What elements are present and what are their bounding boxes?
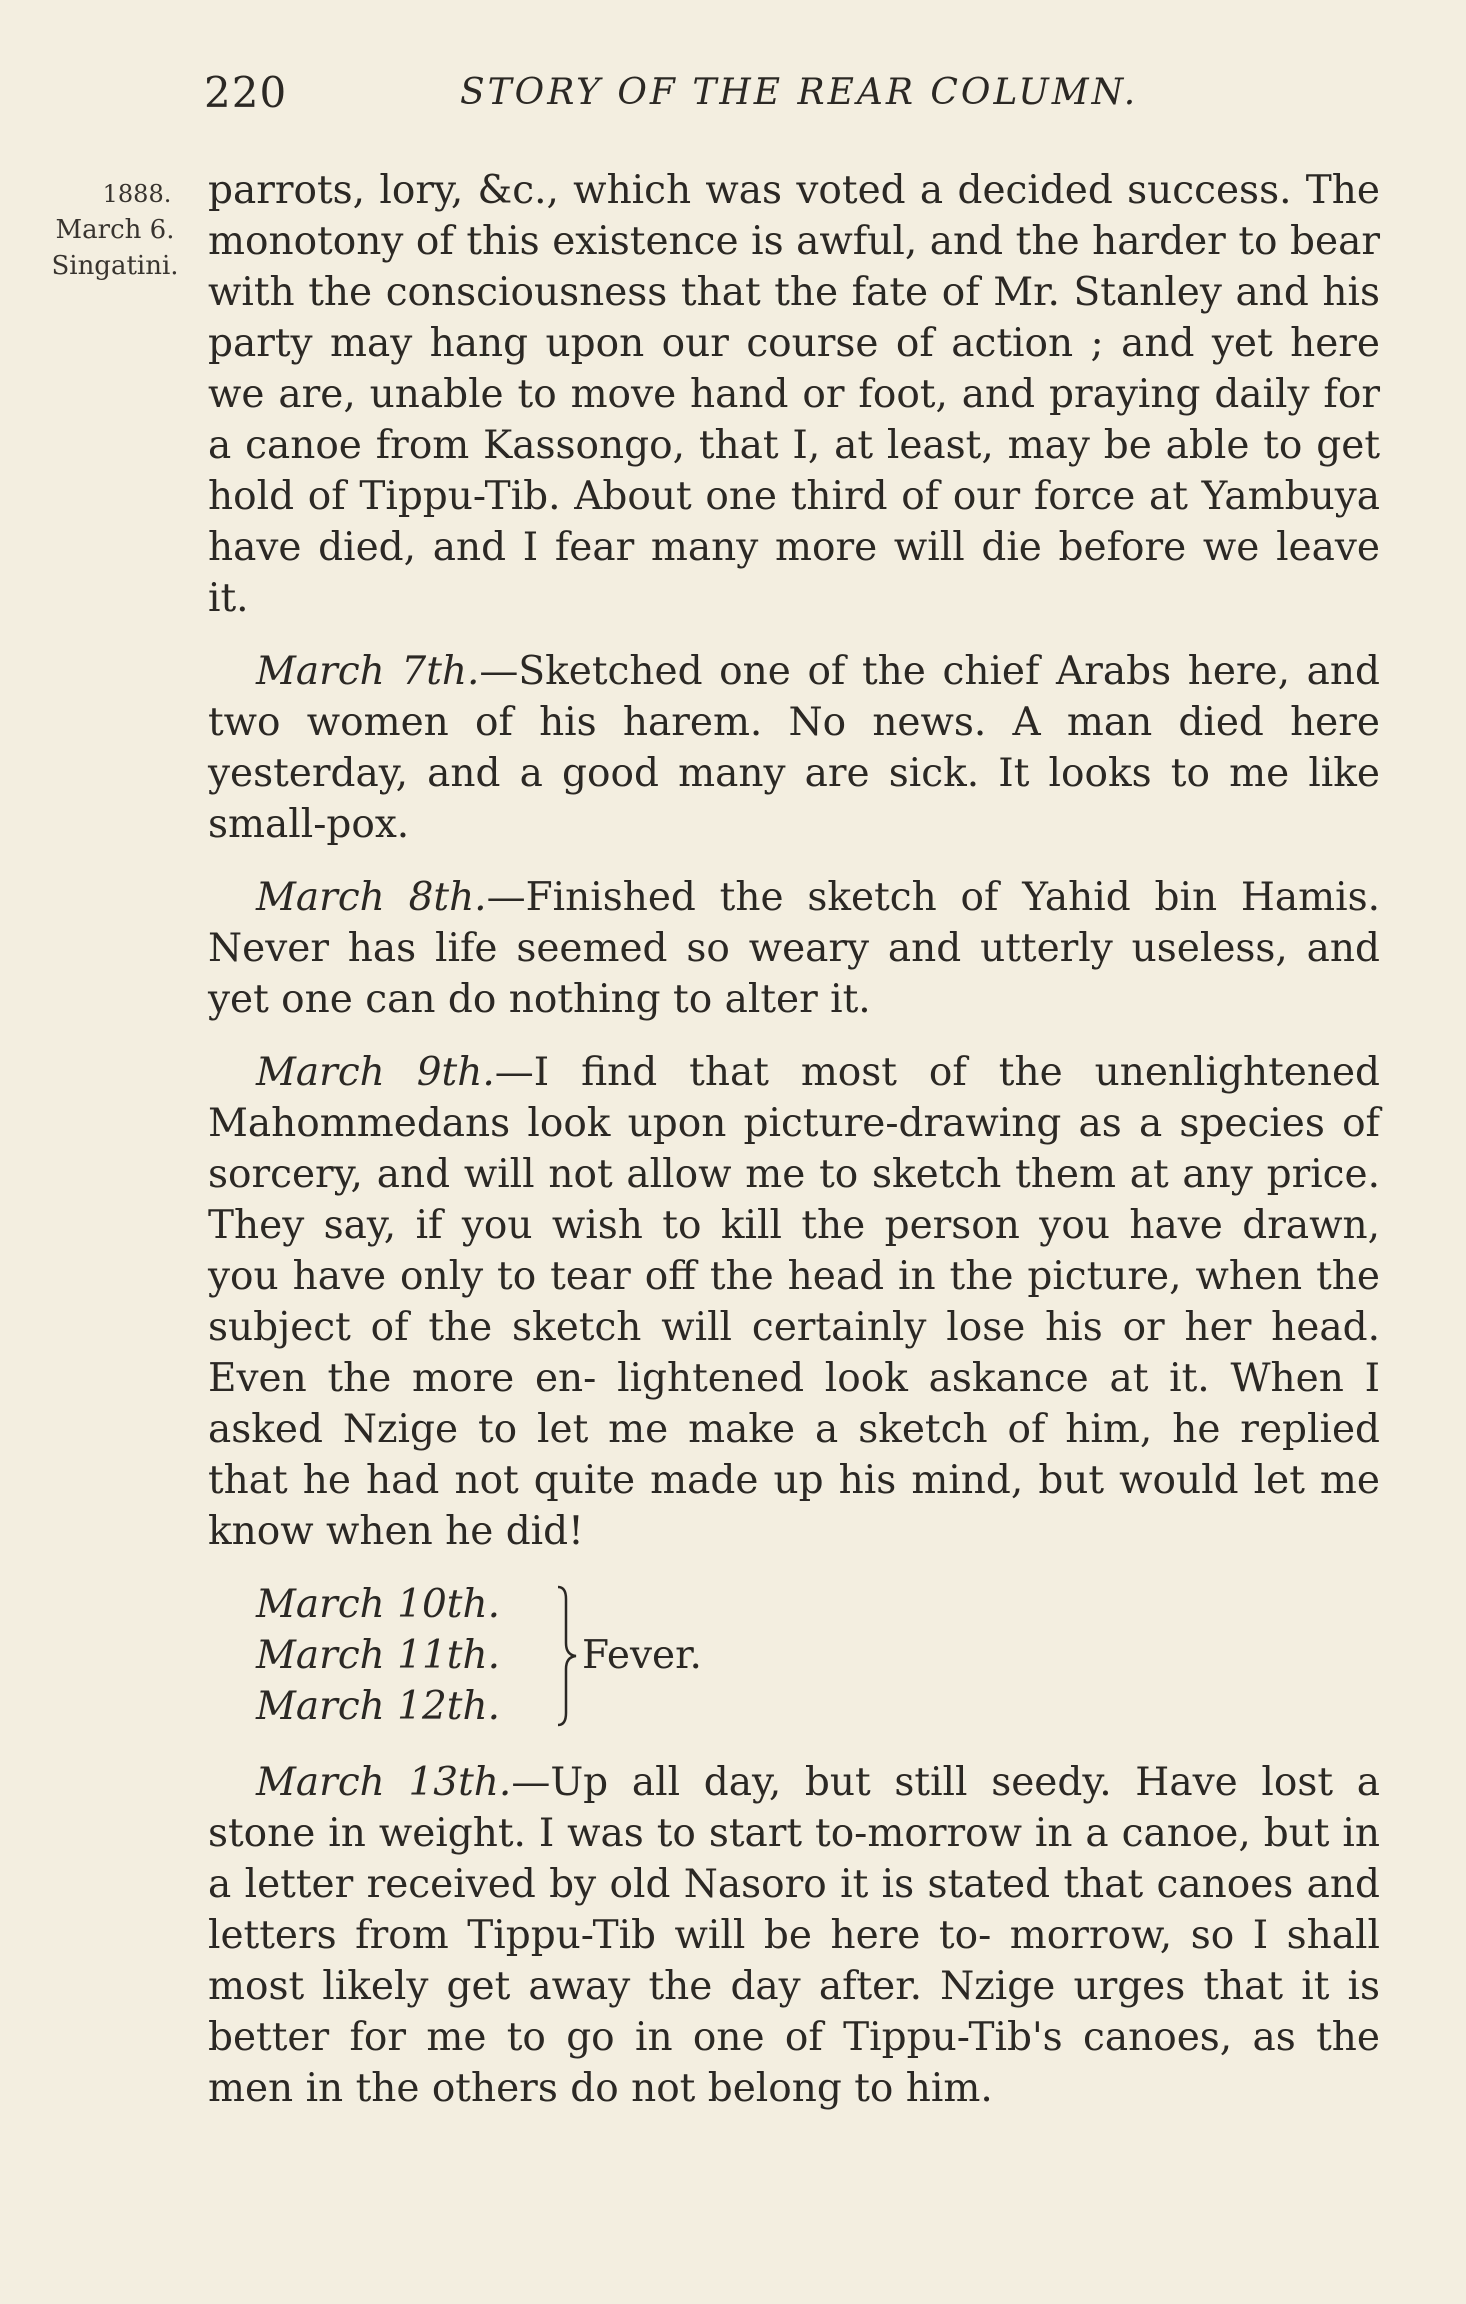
fever-date: March 11th.: [256, 1633, 500, 1678]
margin-note-place: Singatini.: [51, 251, 179, 281]
margin-note: [40, 176, 190, 284]
right-brace-icon: [556, 1585, 578, 1727]
entry-march-9: [208, 1047, 1380, 1557]
margin-note-date: March 6.: [55, 215, 175, 245]
running-head-title: STORY OF THE REAR COLUMN.: [460, 72, 1139, 113]
body-text: [208, 165, 1380, 2136]
running-head: [204, 68, 1380, 128]
entry-march-8: [208, 872, 1380, 1025]
page-number: 220: [204, 68, 288, 117]
entry-text: —I find that most of the unenlightened Mahommedans look upon picture-drawing as a species of sorcery, and will not allow me to sketch them at any price. They say, if you wish to kill the person you have drawn, you have only to tear off the head in the picture, when the subject of the sketch will certainly lose his or her head. Even the more en- lightened look askance at it. When I asked Nzige to let me make a sketch of him, he replied that he had not quite made up his mind, but would let me know when he did!: [208, 1050, 1380, 1554]
entry-date: March 13th.: [256, 1760, 512, 1805]
fever-entries: [256, 1579, 1380, 1735]
paragraph-continued: parrots, lory, &c., which was voted a decided success. The monotony of this existence is awful, and the harder to bear with the consciousness that the fate of Mr. Stanley and his party may hang upon our course of action ; and yet here we are, unable to move hand or foot, and praying daily for a canoe from Kassongo, that I, at least, may be able to get hold of Tippu-Tib. About one third of our force at Yambuya have died, and I fear many more will die before we leave it.: [208, 168, 1380, 621]
fever-date: March 10th.: [256, 1582, 500, 1627]
entry-text: —Finished the sketch of Yahid bin Hamis. Never has life seemed so weary and utterly useless, and yet one can do nothing to alter it.: [208, 875, 1381, 1022]
fever-label: Fever.: [582, 1633, 702, 1678]
entry-text: —Sketched one of the chief Arabs here, and two women of his harem. No news. A man died here yesterday, and a good many are sick. It looks to me like small-pox.: [208, 649, 1380, 847]
entry-date: March 7th.: [256, 649, 480, 694]
entry-march-7: [208, 646, 1380, 850]
entry-march-13: [208, 1757, 1380, 2114]
entry-date: March 9th.: [256, 1050, 495, 1095]
fever-dates: [256, 1579, 500, 1732]
margin-note-year: 1888.: [102, 180, 172, 208]
entry-text: —Up all day, but still seedy. Have lost a stone in weight. I was to start to-morrow in a canoe, but in a letter received by old Nasoro it is stated that canoes and letters from Tippu-Tib will be here to- morrow, so I shall most likely get away the day after. Nzige urges that it is better for me to go in one of Tippu-Tib's canoes, as the men in the others do not belong to him.: [208, 1760, 1380, 2111]
fever-date: March 12th.: [256, 1684, 500, 1729]
entry-date: March 8th.: [256, 875, 487, 920]
